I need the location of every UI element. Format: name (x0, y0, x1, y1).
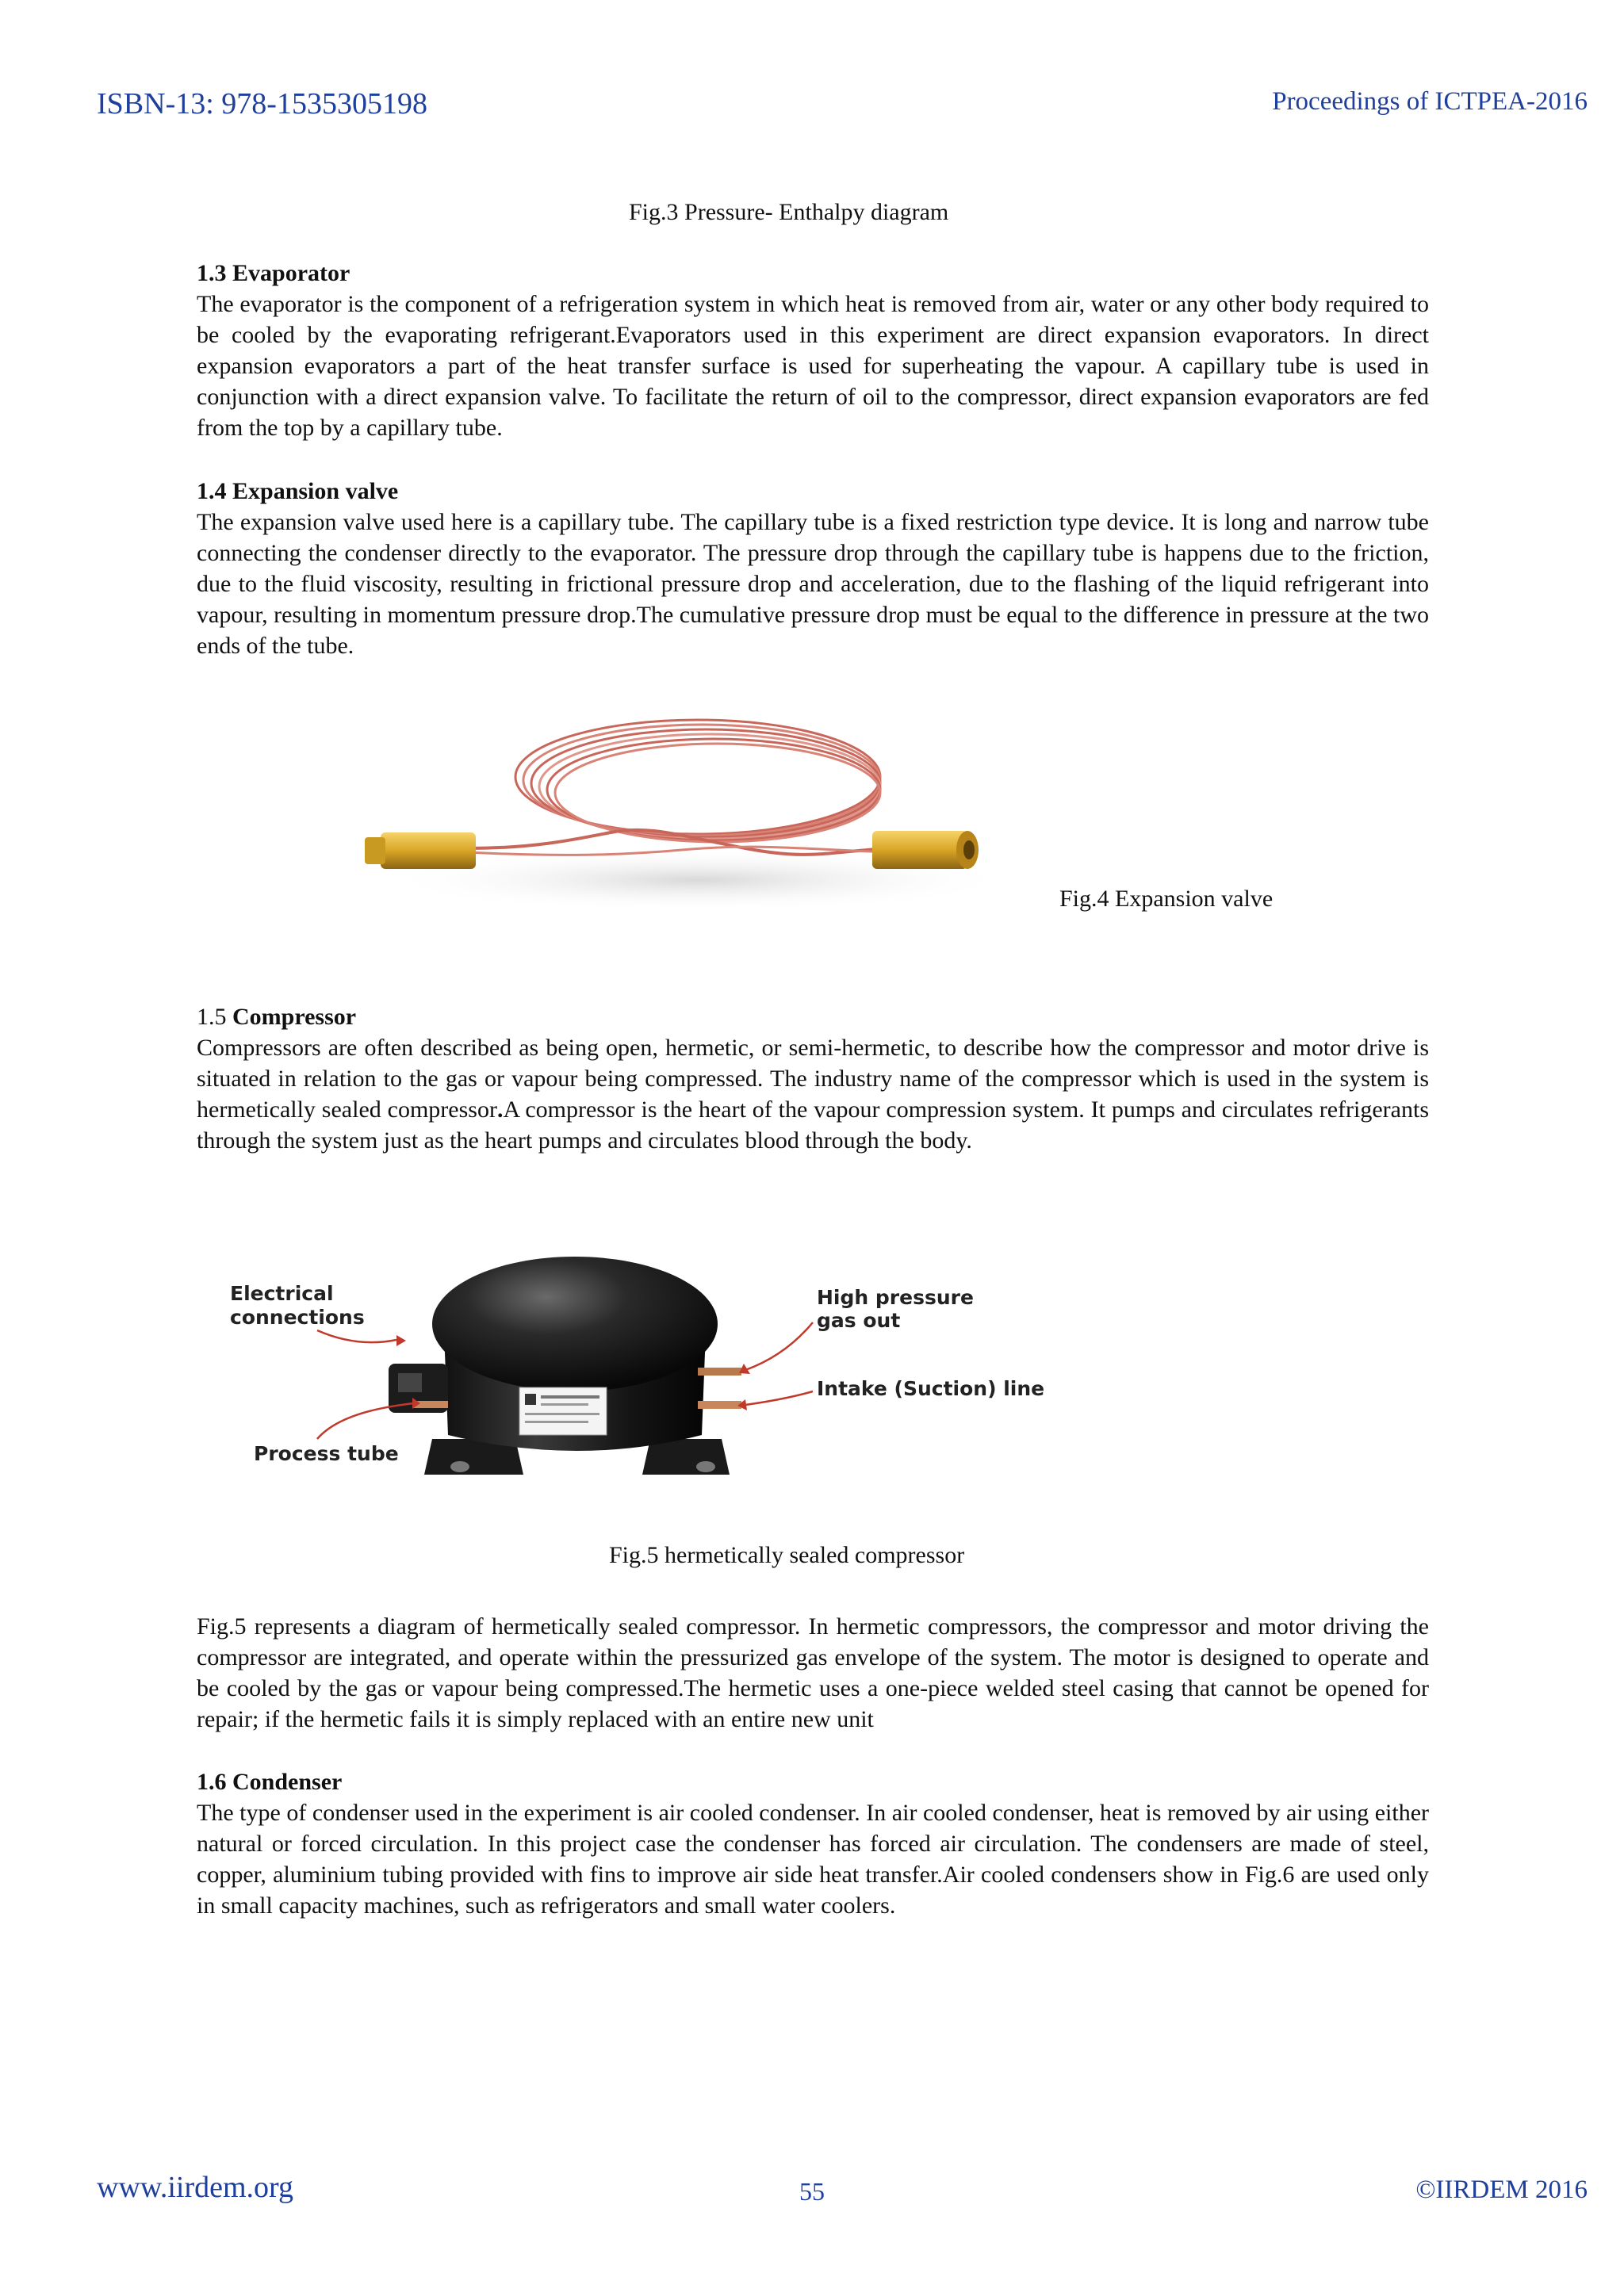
condenser-body: The type of condenser used in the experiment is air cooled condenser. In air cooled condenser, heat is removed by air using either natural or forced circulation. In this project case the condenser has forced air circulation. The condensers are made of steel, copper, aluminium tubing provided with fins to improve air side heat transfer.Air cooled condensers show in Fig.6 are used only in small capacity machines, such as refrigerators and small water coolers. (197, 1800, 1429, 1919)
compressor-body-part1: Compressors are often described as being open, hermetic, or semi-hermetic, to describe how the compressor and motor drive is situated in relation to the gas or vapour being compressed. The industry name of the compressor which is used in the system is hermetically sealed compressor (197, 1035, 1429, 1123)
fig5-caption: Fig.5 hermetically sealed compressor (609, 1542, 965, 1568)
label-high-pressure-1: High pressure (817, 1286, 974, 1309)
compressor-body-part2: A compressor is the heart of the vapour compression system. It pumps and circulates refrigerants through the system just as the heart pumps and circulates blood through the body. (197, 1096, 1429, 1154)
section-evaporator (197, 258, 1429, 443)
footer-page-number: 55 (799, 2177, 825, 2206)
label-process-tube: Process tube (254, 1442, 399, 1465)
footer-website: www.iirdem.org (97, 2171, 294, 2204)
fig4-caption: Fig.4 Expansion valve (1059, 886, 1274, 912)
section-fig5-description (197, 1611, 1429, 1735)
compressor-title: Compressor (232, 1004, 357, 1030)
section-compressor (197, 1001, 1429, 1156)
compressor-figure (230, 1237, 1086, 1506)
footer-copyright: ©IIRDEM 2016 (1415, 2175, 1588, 2204)
expansion-body: The expansion valve used here is a capillary tube. The capillary tube is a fixed restriction type device. It is long and narrow tube connecting the condenser directly to the evaporator. The pressure drop through the capillary tube is happens due to the friction, due to the fluid viscosity, resulting in frictional pressure drop and acceleration, due to the flashing of the liquid refrigerant into vapour, resulting in momentum pressure drop.The cumulative pressure drop must be equal to the difference in pressure at the two ends of the tube. (197, 509, 1429, 659)
fig5-paragraph: Fig.5 represents a diagram of hermetically sealed compressor. In hermetic compressors, the compressor and motor driving the compressor are integrated, and operate within the pressurized gas envelope of the system. The motor is designed to operate and be cooled by the gas or vapour being compressed.The hermetic uses a one-piece welded steel casing that cannot be opened for repair; if the hermetic fails it is simply replaced with an entire new unit (197, 1613, 1429, 1732)
header-isbn: ISBN-13: 978-1535305198 (97, 87, 427, 121)
header-proceedings: Proceedings of ICTPEA-2016 (1272, 87, 1588, 116)
compressor-number: 1.5 (197, 1004, 227, 1030)
compressor-body-dot: . (496, 1096, 504, 1123)
evaporator-body: The evaporator is the component of a refrigeration system in which heat is removed from air, water or any other body required to be cooled by the evaporating refrigerant.Evaporators used in this experiment are direct expansion evaporators. In direct expansion evaporators a part of the heat transfer surface is used for superheating the vapour. A capillary tube is used in conjunction with a direct expansion valve. To facilitate the return of oil to the compressor, direct expansion evaporators are fed from the top by a capillary tube. (197, 291, 1429, 441)
section-condenser (197, 1766, 1429, 1921)
label-intake-line: Intake (Suction) line (817, 1377, 1045, 1400)
compressor-heading (197, 1001, 1429, 1032)
capillary-tube-figure (349, 698, 1047, 951)
label-electrical-2: connections (230, 1306, 365, 1329)
section-expansion-valve (197, 476, 1429, 661)
label-high-pressure-2: gas out (817, 1309, 901, 1332)
compressor-body (197, 1032, 1429, 1156)
fig3-caption: Fig.3 Pressure- Enthalpy diagram (629, 199, 949, 225)
condenser-heading: 1.6 Condenser (197, 1769, 343, 1795)
expansion-heading: 1.4 Expansion valve (197, 478, 399, 504)
label-electrical-1: Electrical (230, 1282, 334, 1305)
evaporator-heading: 1.3 Evaporator (197, 260, 350, 286)
